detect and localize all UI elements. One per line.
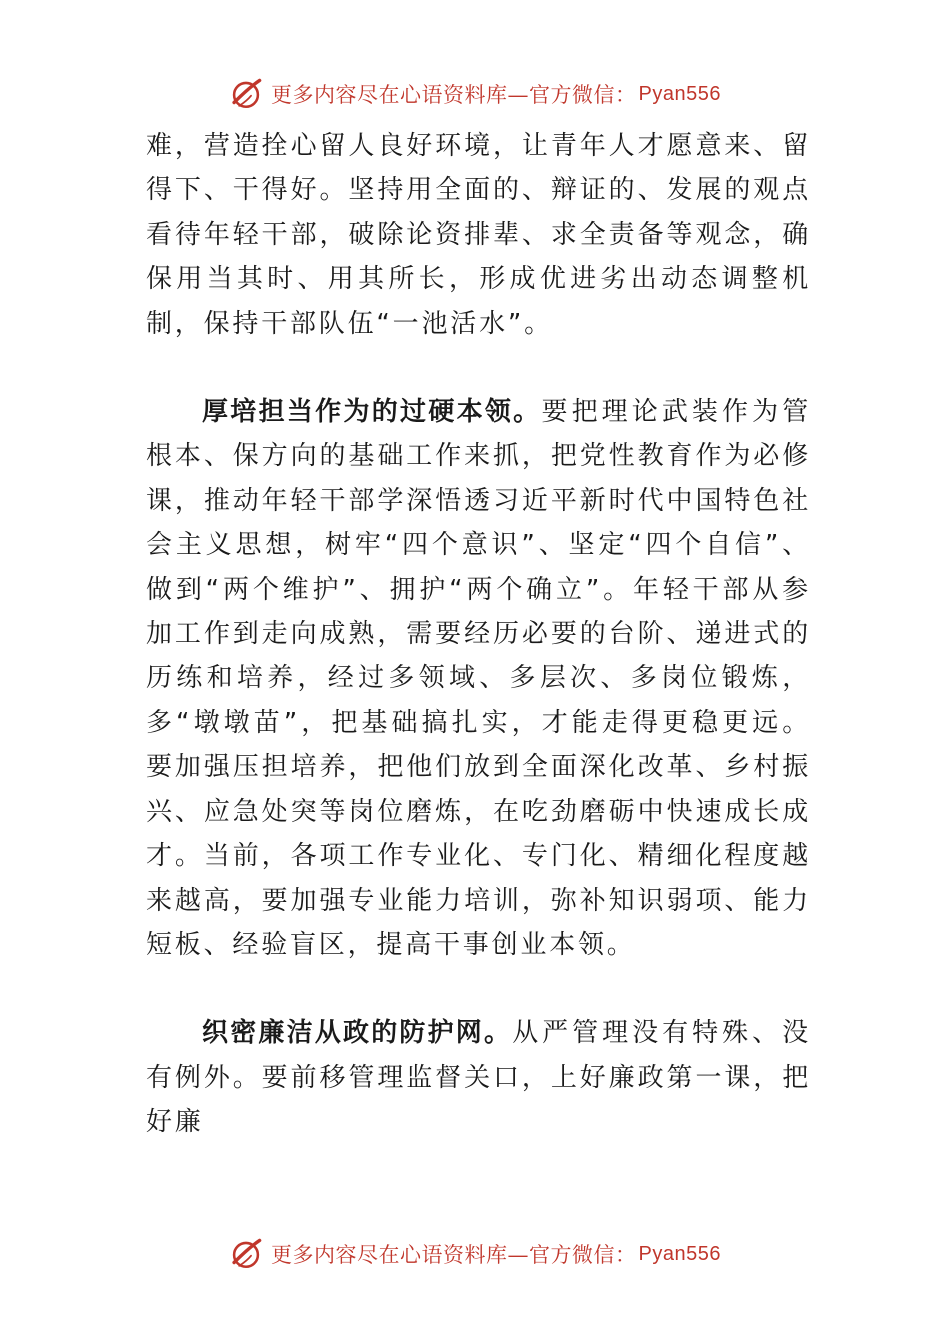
paragraph-2-lead: 厚培担当作为的过硬本领。 — [202, 397, 542, 428]
paragraph-3 — [146, 1011, 811, 1144]
watermark-wechat-id: Pyan556 — [638, 82, 721, 105]
paragraph-1 — [146, 124, 811, 346]
paragraph-3-lead: 织密廉洁从政的防护网。 — [202, 1018, 513, 1049]
brush-logo-icon — [229, 77, 263, 111]
footer-watermark — [0, 1230, 950, 1278]
header-watermark — [0, 70, 950, 118]
watermark-wechat-id: Pyan556 — [638, 1242, 721, 1265]
paragraph-spacer — [146, 967, 811, 1011]
paragraph-1-text: 难，营造拴心留人良好环境，让青年人才愿意来、留得下、干得好。坚持用全面的、辩证的、发展的观点看待年轻干部，破除论资排辈、求全责备等观念，确保用当其时、用其所长，形成优进劣出动态调整机制，保持干部队伍“一池活水”。 — [146, 131, 811, 339]
document-body — [146, 124, 811, 1145]
watermark-text: 更多内容尽在心语资料库—官方微信： — [271, 83, 637, 107]
paragraph-2-text: 要把理论武装作为管根本、保方向的基础工作来抓，把党性教育作为必修课，推动年轻干部学深悟透习近平新时代中国特色社会主义思想，树牢“四个意识”、坚定“四个自信”、做到“两个维护”、拥护“两个确立”。年轻干部从参加工作到走向成熟，需要经历必要的台阶、递进式的历练和培养，经过多领域、多层次、多岗位锻炼，多“墩墩苗”，把基础搞扎实，才能走得更稳更远。要加强压担培养，把他们放到全面深化改革、乡村振兴、应急处突等岗位磨炼，在吃劲磨砺中快速成长成才。当前，各项工作专业化、专门化、精细化程度越来越高，要加强专业能力培训，弥补知识弱项、能力短板、经验盲区，提高干事创业本领。 — [146, 397, 811, 960]
paragraph-spacer — [146, 346, 811, 390]
paragraph-2 — [146, 390, 811, 967]
watermark-text: 更多内容尽在心语资料库—官方微信： — [271, 1243, 637, 1267]
brush-logo-icon — [229, 1237, 263, 1271]
paragraph-3-text: 从严管理没有特殊、没有例外。要前移管理监督关口，上好廉政第一课，把好廉 — [146, 1018, 811, 1138]
